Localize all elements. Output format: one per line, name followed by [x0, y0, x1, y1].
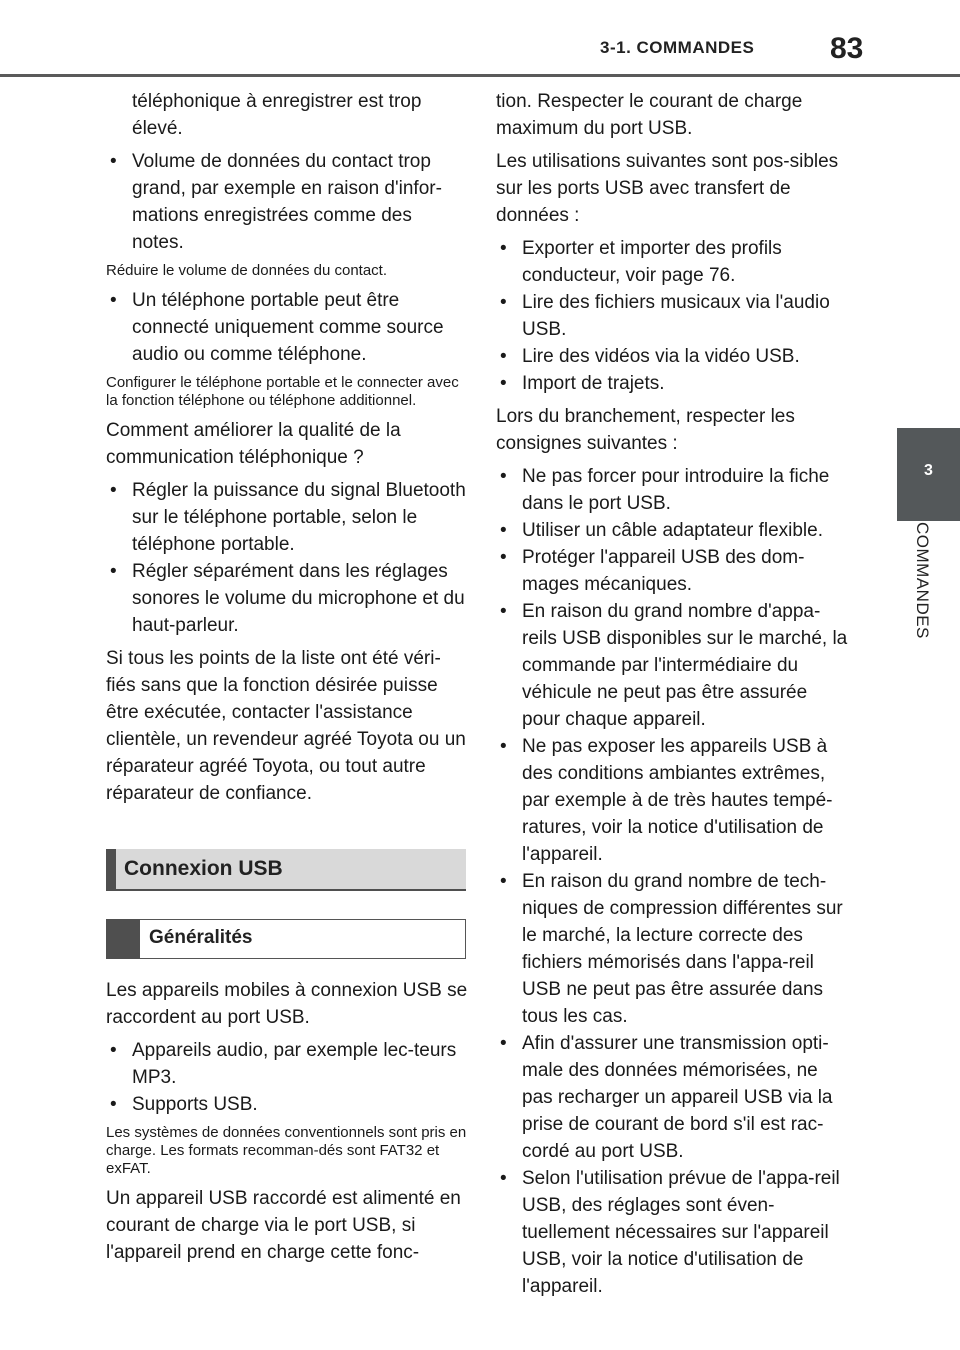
chapter-tab	[897, 428, 960, 521]
left-column	[106, 88, 468, 1272]
section-heading-title: Connexion USB	[124, 857, 283, 880]
bullet-item: • Régler séparément dans les réglages sonores le volume du microphone et du haut-parleur.	[106, 558, 468, 639]
bullet-list	[106, 287, 468, 368]
bullet-item: • Import de trajets.	[496, 370, 848, 397]
bullet-item: • Régler la puissance du signal Bluetooth sur le téléphone portable, selon le téléphone portable.	[106, 477, 468, 558]
bullet-list	[106, 477, 468, 639]
bullet-item: • Utiliser un câble adaptateur flexible.	[496, 517, 848, 544]
bullet-item: • Selon l'utilisation prévue de l'appa-reil USB, des réglages sont éven-tuellement nécessaires sur l'appareil USB, voir la notice d'utilisation de l'appareil.	[496, 1165, 848, 1300]
bullet-list	[496, 235, 848, 397]
note-text: Réduire le volume de données du contact.	[106, 262, 388, 279]
page-number: 83	[830, 32, 864, 65]
subsection-heading-title: Généralités	[149, 927, 253, 948]
bullet-list	[496, 463, 848, 1300]
bullet-item: • Appareils audio, par exemple lec-teurs MP3.	[106, 1037, 468, 1091]
body-paragraph: tion. Respecter le courant de charge maximum du port USB.	[496, 91, 803, 139]
body-paragraph: Comment améliorer la qualité de la communication téléphonique ?	[106, 420, 401, 468]
bullet-item: • Volume de données du contact trop grand, par exemple en raison d'infor-mations enregistrées comme des notes.	[106, 148, 468, 256]
header-section-title: 3-1. COMMANDES	[600, 38, 755, 57]
subsection-heading	[106, 919, 466, 959]
bullet-item: • En raison du grand nombre d'appa-reils USB disponibles sur le marché, la commande par l'intermédiaire du véhicule ne peut pas être assurée pour chaque appareil.	[496, 598, 848, 733]
right-column	[496, 88, 848, 1306]
note-text: Configurer le téléphone portable et le connecter avec la fonction téléphone ou téléphone additionnel.	[106, 374, 459, 409]
note-text: Les systèmes de données conventionnels sont pris en charge. Les formats recomman-dés sont FAT32 et exFAT.	[106, 1124, 467, 1177]
bullet-item: • Exporter et importer des profils conducteur, voir page 76.	[496, 235, 848, 289]
body-paragraph: Lors du branchement, respecter les consignes suivantes :	[496, 406, 795, 454]
chapter-tab-number: 3	[924, 462, 933, 479]
bullet-item: • Lire des fichiers musicaux via l'audio USB.	[496, 289, 848, 343]
bullet-item: • Afin d'assurer une transmission opti-male des données mémorisées, ne pas recharger un appareil USB via la prise de courant de bord s'il est rac-cordé au port USB.	[496, 1030, 848, 1165]
header-rule	[0, 74, 960, 77]
body-paragraph: Les utilisations suivantes sont pos-sibles sur les ports USB avec transfert de données :	[496, 151, 839, 226]
body-paragraph: Un appareil USB raccordé est alimenté en courant de charge via le port USB, si l'appareil prend en charge cette fonc-	[106, 1188, 461, 1263]
body-paragraph: Les appareils mobiles à connexion USB se raccordent au port USB.	[106, 980, 468, 1028]
bullet-item: • Ne pas forcer pour introduire la fiche dans le port USB.	[496, 463, 848, 517]
body-paragraph: Si tous les points de la liste ont été véri-fiés sans que la fonction désirée puisse être exécutée, contacter l'assistance clientèle, un revendeur agréé Toyota ou un réparateur agréé Toyota, ou tout autre réparateur de confiance.	[106, 648, 466, 804]
bullet-item: • Protéger l'appareil USB des dom-mages mécaniques.	[496, 544, 848, 598]
chapter-tab-label: COMMANDES	[913, 522, 932, 639]
continuation-text: téléphonique à enregistrer est trop élevé.	[132, 91, 422, 139]
bullet-item: • Ne pas exposer les appareils USB à des conditions ambiantes extrêmes, par exemple à de très hautes tempé-ratures, voir la notice d'utilisation de l'appareil.	[496, 733, 848, 868]
bullet-item: • En raison du grand nombre de tech-niques de compression différentes sur le marché, la lecture correcte des fichiers mémorisés dans l'appa-reil USB ne peut pas être assurée dans tous les cas.	[496, 868, 848, 1030]
bullet-item: • Un téléphone portable peut être connecté uniquement comme source audio ou comme téléphone.	[106, 287, 468, 368]
bullet-item: • Lire des vidéos via la vidéo USB.	[496, 343, 848, 370]
section-heading	[106, 849, 466, 891]
bullet-list	[106, 1037, 468, 1118]
bullet-item: • Supports USB.	[106, 1091, 468, 1118]
bullet-list	[106, 148, 468, 256]
